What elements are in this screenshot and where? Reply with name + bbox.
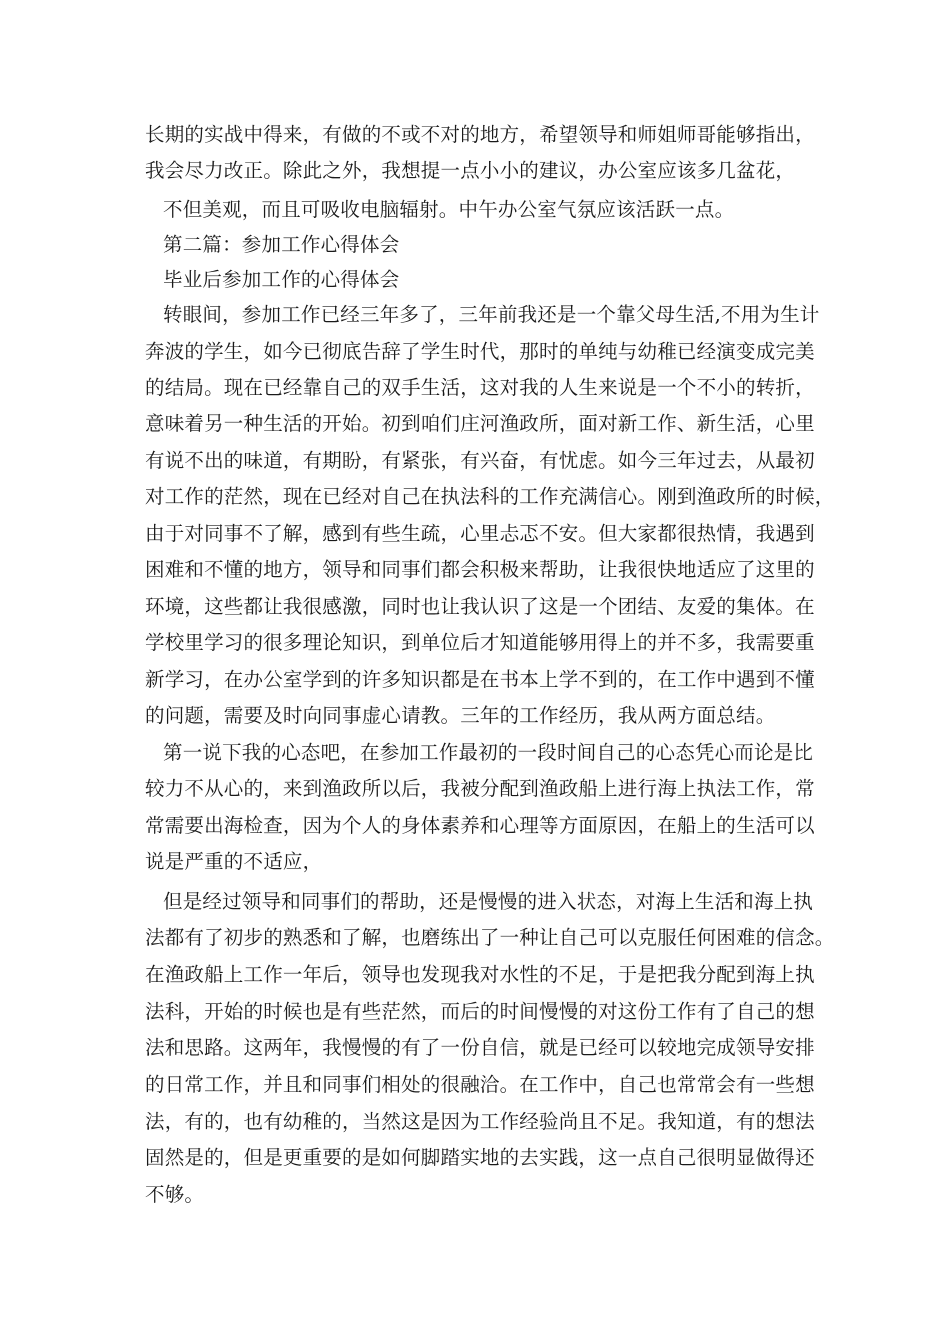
text-line: 环境，这些都让我很感激，同时也让我认识了这是一个团结、友爱的集体。在 [145,595,815,618]
text-line: 我会尽力改正。除此之外，我想提一点小小的建议，办公室应该多几盆花， [145,159,796,182]
text-line: 奔波的学生，如今已彻底告辞了学生时代，那时的单纯与幼稚已经演变成完美 [145,340,815,363]
text-line: 意味着另一种生活的开始。初到咱们庄河渔政所，面对新工作、新生活，心里 [145,412,815,435]
text-line: 有说不出的味道，有期盼，有紧张，有兴奋，有忧虑。如今三年过去，从最初 [145,449,815,472]
text-line: 说是严重的不适应， [145,850,323,873]
section-subheading: 毕业后参加工作的心得体会 [163,268,400,291]
text-line: 的日常工作，并且和同事们相处的很融洽。在工作中，自己也常常会有一些想 [145,1073,815,1096]
section-heading: 第二篇：参加工作心得体会 [163,233,400,256]
text-line: 学校里学习的很多理论知识，到单位后才知道能够用得上的并不多，我需要重 [145,631,815,654]
text-line: 法都有了初步的熟悉和了解，也磨练出了一种让自己可以克服任何困难的信念。 [145,926,835,949]
text-line: 常需要出海检查，因为个人的身体素养和心理等方面原因，在船上的生活可以 [145,814,815,837]
text-line: 的问题，需要及时向同事虚心请教。三年的工作经历，我从两方面总结。 [145,704,776,727]
text-line: 固然是的，但是更重要的是如何脚踏实地的去实践，这一点自己很明显做得还 [145,1146,815,1169]
text-line: 法，有的，也有幼稚的，当然这是因为工作经验尚且不足。我知道，有的想法 [145,1110,815,1133]
text-line: 长期的实战中得来，有做的不或不对的地方，希望领导和师姐师哥能够指出， [145,123,815,146]
text-line: 新学习，在办公室学到的许多知识都是在书本上学不到的，在工作中遇到不懂 [145,668,815,691]
text-line: 不但美观，而且可吸收电脑辐射。中午办公室气氛应该活跃一点。 [163,198,735,221]
text-line: 但是经过领导和同事们的帮助，还是慢慢的进入状态，对海上生活和海上执 [163,890,814,913]
text-line: 较力不从心的，来到渔政所以后，我被分配到渔政船上进行海上执法工作，常 [145,777,815,800]
text-line: 不够。 [145,1183,205,1206]
text-line: 的结局。现在已经靠自己的双手生活，这对我的人生来说是一个不小的转折， [145,376,815,399]
text-line: 法和思路。这两年，我慢慢的有了一份自信，就是已经可以较地完成领导安排 [145,1036,815,1059]
text-line: 在渔政船上工作一年后，领导也发现我对水性的不足，于是把我分配到海上执 [145,963,815,986]
text-line: 困难和不懂的地方，领导和同事们都会积极来帮助，让我很快地适应了这里的 [145,558,815,581]
text-line: 对工作的茫然，现在已经对自己在执法科的工作充满信心。刚到渔政所的时候， [145,485,835,508]
text-line: 转眼间，参加工作已经三年多了，三年前我还是一个靠父母生活,不用为生计 [163,303,820,326]
text-line: 由于对同事不了解，感到有些生疏，心里忐忑不安。但大家都很热情，我遇到 [145,522,815,545]
text-line: 法科，开始的时候也是有些茫然，而后的时间慢慢的对这份工作有了自己的想 [145,1000,815,1023]
text-line: 第一说下我的心态吧，在参加工作最初的一段时间自己的心态凭心而论是比 [163,741,814,764]
